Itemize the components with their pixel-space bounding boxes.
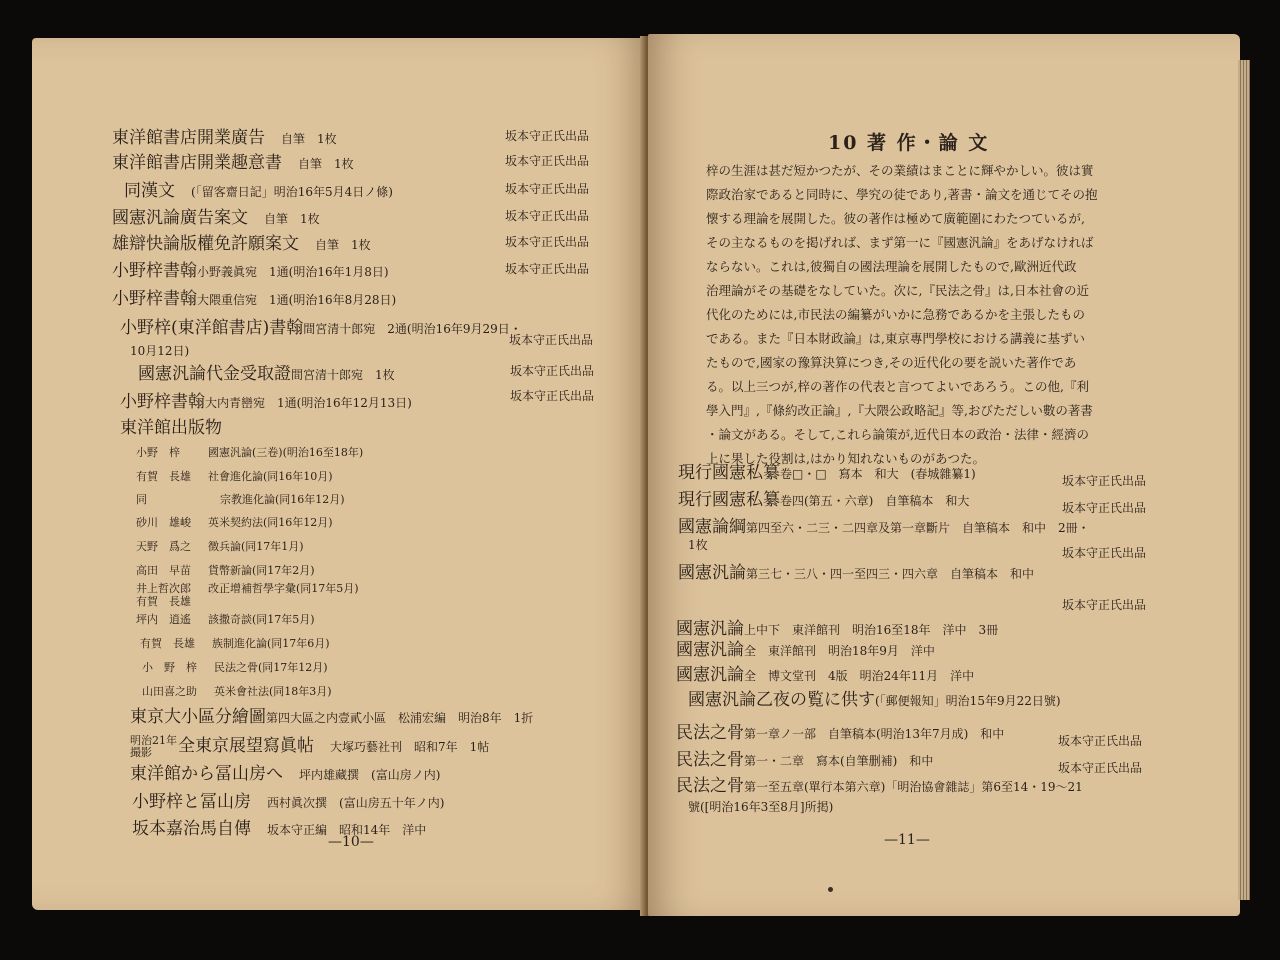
- source-credit: 坂本守正氏出品: [505, 182, 590, 196]
- page-number: —10—: [328, 834, 374, 850]
- publication-row: 小 野 梓 民法之骨(同17年12月): [142, 661, 328, 674]
- list-item: 小野梓(東洋館書店)書翰間宮清十郎宛 2通(明治16年9月29日・: [120, 318, 522, 338]
- source-credit: 坂本守正氏出品: [505, 262, 590, 276]
- source-credit: 坂本守正氏出品: [1062, 598, 1147, 612]
- list-item: 坂本嘉治馬自傳 坂本守正編 昭和14年 洋中: [132, 819, 427, 839]
- list-item: 東洋館書店開業趣意書 自筆 1枚: [112, 153, 354, 173]
- left-page: [32, 38, 647, 910]
- section-heading: 東洋館出版物: [120, 418, 222, 438]
- list-item: 民法之骨第一章ノ一部 自筆稿本(明治13年7月成) 和中: [676, 723, 1005, 743]
- list-item: 同漢文 (「留客齋日記」明治16年5月4日ノ條): [124, 181, 393, 201]
- publication-row: 坪内 逍遙 該撒奇談(同17年5月): [136, 613, 315, 626]
- source-credit: 坂本守正氏出品: [1062, 501, 1147, 515]
- list-item: 國憲汎論廣告案文 自筆 1枚: [112, 208, 320, 228]
- section-heading: 10 著 作・論 文: [828, 132, 990, 154]
- list-item-continuation: 10月12日): [130, 344, 190, 358]
- source-credit: 坂本守正氏出品: [505, 154, 590, 168]
- publication-row: 砂川 雄峻 英米契約法(同16年12月): [136, 516, 333, 529]
- page-edges: [1238, 60, 1250, 900]
- list-item: 小野梓書翰大隈重信宛 1通(明治16年8月28日): [112, 289, 397, 309]
- list-item: 民法之骨第一・二章 寫本(自筆删補) 和中: [676, 750, 934, 770]
- source-credit: 坂本守正氏出品: [1062, 474, 1147, 488]
- list-item: 小野梓書翰大内青巒宛 1通(明治16年12月13日): [120, 392, 412, 412]
- list-item: 國憲論綱第四至六・二三・二四章及第一章斷片 自筆稿本 和中 2冊・: [678, 517, 1090, 537]
- source-credit: 坂本守正氏出品: [1058, 734, 1143, 748]
- list-item-continuation: 1枚: [688, 538, 708, 552]
- list-item: 國憲汎論上中下 東洋館刊 明治16至18年 洋中 3冊: [676, 619, 999, 639]
- list-item: 國憲汎論乙夜の覧に供す(「郵便報知」明治15年9月22日號): [688, 690, 1061, 710]
- source-credit: 坂本守正氏出品: [505, 235, 590, 249]
- source-credit: 坂本守正氏出品: [505, 129, 590, 143]
- list-item: 國憲汎論全 東洋館刊 明治18年9月 洋中: [676, 640, 935, 660]
- list-item: 國憲汎論第三七・三八・四一至四三・四六章 自筆稿本 和中: [678, 563, 1035, 583]
- list-item: 現行國憲私纂卷□・□ 寫本 和大 (春城雜纂1): [678, 463, 976, 483]
- publication-row: 同 宗教進化論(同16年12月): [136, 493, 345, 506]
- right-page: 10 著 作・論 文 梓の生涯は甚だ短かつたが、その業績はまことに輝やかしい。彼は實 際政治家であると同時に、學究の徒であり,著書・論文を通じてその抱 懐する理論を展開した。彼の著作は極めて廣範圍にわたつているが, その主なるものを掲げれば、まず第一に『國憲汎論』をあげなければ ならない。これは,彼獨自の國法理論を展開したもので,歐洲近代政 治理論がその基礎をなしていた。次に,『民法之骨』は,日本社會の近 代化のためには,市民法の編纂がいかに急務であるかを主張したもの である。また『日本財政論』は,東京專門學校における講義に基ずい たもので,國家の豫算決算につき,その近代化の要を説いた著作であ る。以上三つが,梓の著作の代表と言つてよいであろう。この他,『利 學入門』,『條約改正論』,『大隈公政略記』等,おびただしい數の著書 ・論文がある。そして,これら論策が,近代日本の政治・法律・經濟の 上に果した役割は,はかり知れないものがあつた。 現行國憲私纂卷□・□ 寫本 和大 (春城雜纂1) 坂本守正氏出品 現行國憲私纂卷四(第五・六章) 自筆稿本 和大 坂本守正氏出品 國憲論綱第四至六・二三・二四章及第一章斷片 自筆稿本 和中 2冊・ 1枚 坂本守正氏出品 國憲汎論第三七・三八・四一至四三・四六章 自筆稿本 和中 坂本守正氏出品 國憲汎論上中下 東洋館刊 明治16至18年 洋中 3冊 國憲汎論全 東洋館刊 明治18年9月 洋中 國憲汎論全 博文堂刊 4版 明治24年11月 洋中 國憲汎論乙夜の覧に供す(「郵便報知」明治15年9月22日號) 民法之骨第一章ノ一部 自筆稿本(明治13年7月成) 和中 坂本守正氏出品 民法之骨第一・二章 寫本(自筆删補) 和中 坂本守正氏出品 民法之骨第一至五章(單行本第六章)「明治協會雜誌」第6至14・19～21 號([明治16年3至8月]所掲) —11—: [648, 34, 1240, 916]
- list-item: 小野梓書翰小野義眞宛 1通(明治16年1月8日): [112, 261, 389, 281]
- source-credit: 坂本守正氏出品: [509, 333, 594, 347]
- publication-row: 小野 梓 國憲汎論(三卷)(明治16至18年): [136, 446, 364, 459]
- source-credit: 坂本守正氏出品: [510, 364, 595, 378]
- page-number: —11—: [884, 832, 930, 848]
- list-item: 小野梓と冨山房 西村眞次撰 (富山房五十年ノ内): [132, 792, 445, 812]
- list-item: 東京大小區分繪圖第四大區之内壹貳小區 松浦宏編 明治8年 1折: [130, 707, 534, 727]
- list-item: 東洋館書店開業廣告 自筆 1枚: [112, 128, 337, 148]
- list-item: 雄辯快論版權免許願案文 自筆 1枚: [112, 234, 371, 254]
- publication-row: 有賀 長雄: [136, 595, 191, 608]
- list-item: 明治21年撮影 全東京展望寫眞帖 大塚巧藝社刊 昭和7年 1帖: [130, 734, 490, 759]
- list-item: 東洋館から冨山房へ 坪内雄藏撰 (富山房ノ内): [130, 764, 441, 784]
- publication-row: 天野 爲之 徴兵論(同17年1月): [136, 540, 304, 553]
- publication-row: 有賀 長雄 社會進化論(同16年10月): [136, 470, 333, 483]
- source-credit: 坂本守正氏出品: [505, 209, 590, 223]
- publication-row: 山田喜之助 英米會社法(同18年3月): [142, 685, 332, 698]
- source-credit: 坂本守正氏出品: [1062, 546, 1147, 560]
- list-item: 民法之骨第一至五章(單行本第六章)「明治協會雜誌」第6至14・19～21: [676, 776, 1083, 796]
- publication-row: 有賀 長雄 族制進化論(同17年6月): [140, 637, 330, 650]
- list-item: 國憲汎論代金受取證間宮清十郎宛 1枚: [138, 364, 395, 384]
- publication-row: 井上哲次郎 改正增補哲學字彙(同17年5月): [136, 582, 359, 595]
- source-credit: 坂本守正氏出品: [510, 389, 595, 403]
- page-blemish: [828, 887, 833, 892]
- list-item-continuation: 號([明治16年3至8月]所掲): [688, 800, 834, 814]
- list-item: 國憲汎論全 博文堂刊 4版 明治24年11月 洋中: [676, 665, 975, 685]
- source-credit: 坂本守正氏出品: [1058, 761, 1143, 775]
- list-item: 現行國憲私纂卷四(第五・六章) 自筆稿本 和大: [678, 490, 970, 510]
- publication-row: 高田 早苗 貨幣新論(同17年2月): [136, 564, 315, 577]
